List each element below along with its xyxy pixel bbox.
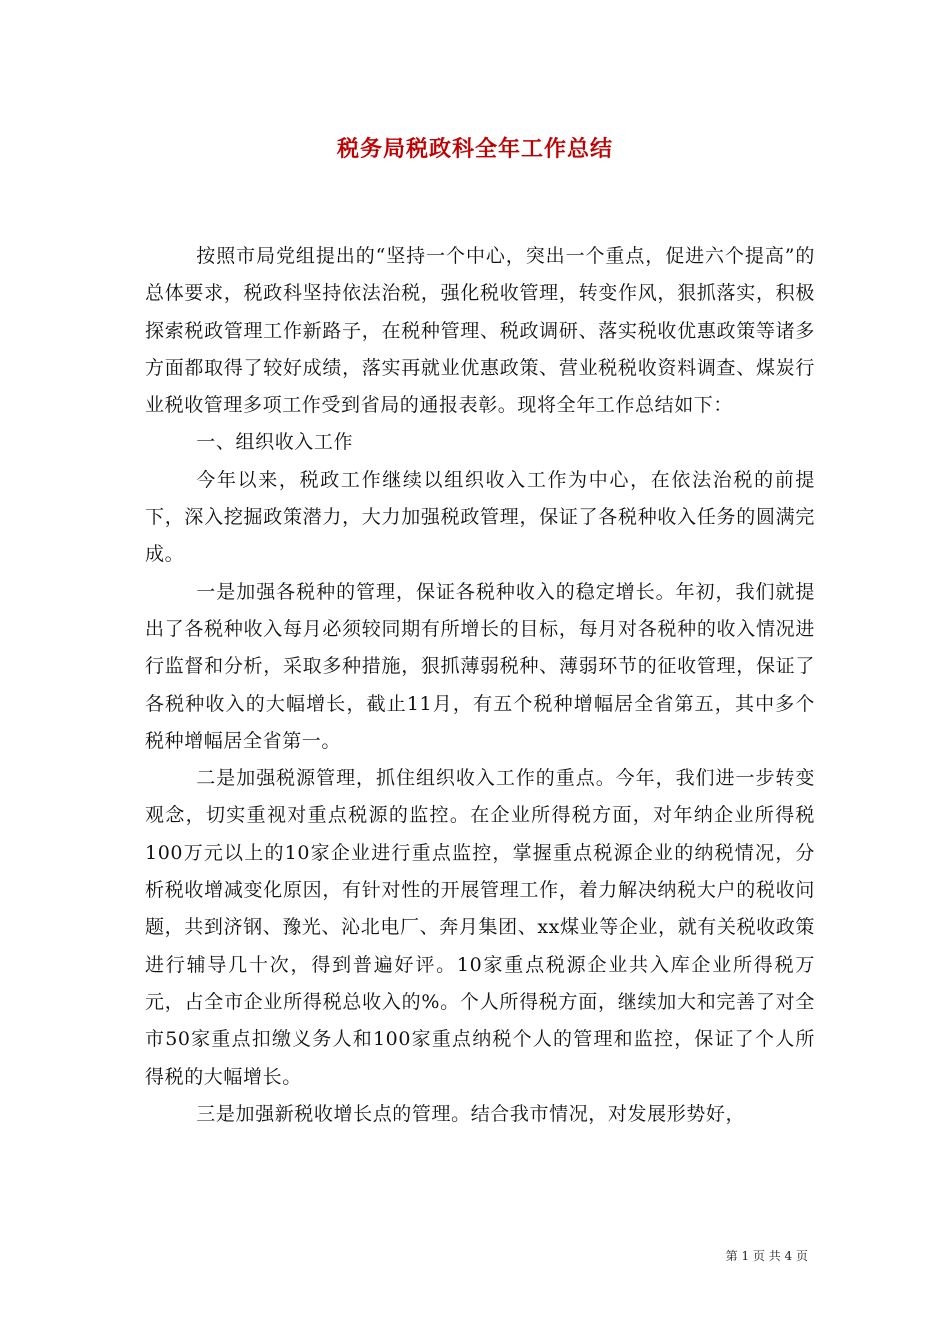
paragraph-point-1: 一是加强各税种的管理，保证各税种收入的稳定增长。年初，我们就提出了各税种收入每月必须较同期有所增长的目标，每月对各税种的收入情况进行监督和分析，采取多种措施，狠抓薄弱税种、薄弱环节的征收管理，保证了各税种收入的大幅增长，截止11月，有五个税种增幅居全省第五，其中多个税种增幅居全省第一。 bbox=[145, 580, 815, 752]
paragraph-section-1-intro: 今年以来，税政工作继续以组织收入工作为中心，在依法治税的前提下，深入挖掘政策潜力，大力加强税政管理，保证了各税种收入任务的圆满完成。 bbox=[145, 468, 815, 566]
section-heading-1: 一、组织收入工作 bbox=[196, 431, 354, 454]
page-number: 第 1 页 共 4 页 bbox=[725, 1249, 808, 1263]
document-body bbox=[145, 238, 815, 1133]
paragraph-point-3: 三是加强新税收增长点的管理。结合我市情况，对发展形势好， bbox=[196, 1102, 746, 1125]
document-title: 税务局税政科全年工作总结 bbox=[336, 136, 613, 162]
paragraph-point-2: 二是加强税源管理，抓住组织收入工作的重点。今年，我们进一步转变观念，切实重视对重点税源的监控。在企业所得税方面，对年纳企业所得税100万元以上的10家企业进行重点监控，掌握重点税源企业的纳税情况，分析税收增减变化原因，有针对性的开展管理工作，着力解决纳税大户的税收问题，共到济钢、豫光、沁北电厂、奔月集团、xx煤业等企业，就有关税收政策进行辅导几十次，得到普遍好评。10家重点税源企业共入库企业所得税万元，占全市企业所得税总收入的%。个人所得税方面，继续加大和完善了对全市50家重点扣缴义务人和100家重点纳税个人的管理和监控，保证了个人所得税的大幅增长。 bbox=[145, 767, 815, 1088]
paragraph-intro: 按照市局党组提出的“坚持一个中心，突出一个重点，促进六个提高”的总体要求，税政科坚持依法治税，强化税收管理，转变作风，狠抓落实，积极探索税政管理工作新路子，在税种管理、税政调研、落实税收优惠政策等诸多方面都取得了较好成绩，落实再就业优惠政策、营业税税收资料调查、煤炭行业税收管理多项工作受到省局的通报表彰。现将全年工作总结如下： bbox=[145, 245, 815, 417]
